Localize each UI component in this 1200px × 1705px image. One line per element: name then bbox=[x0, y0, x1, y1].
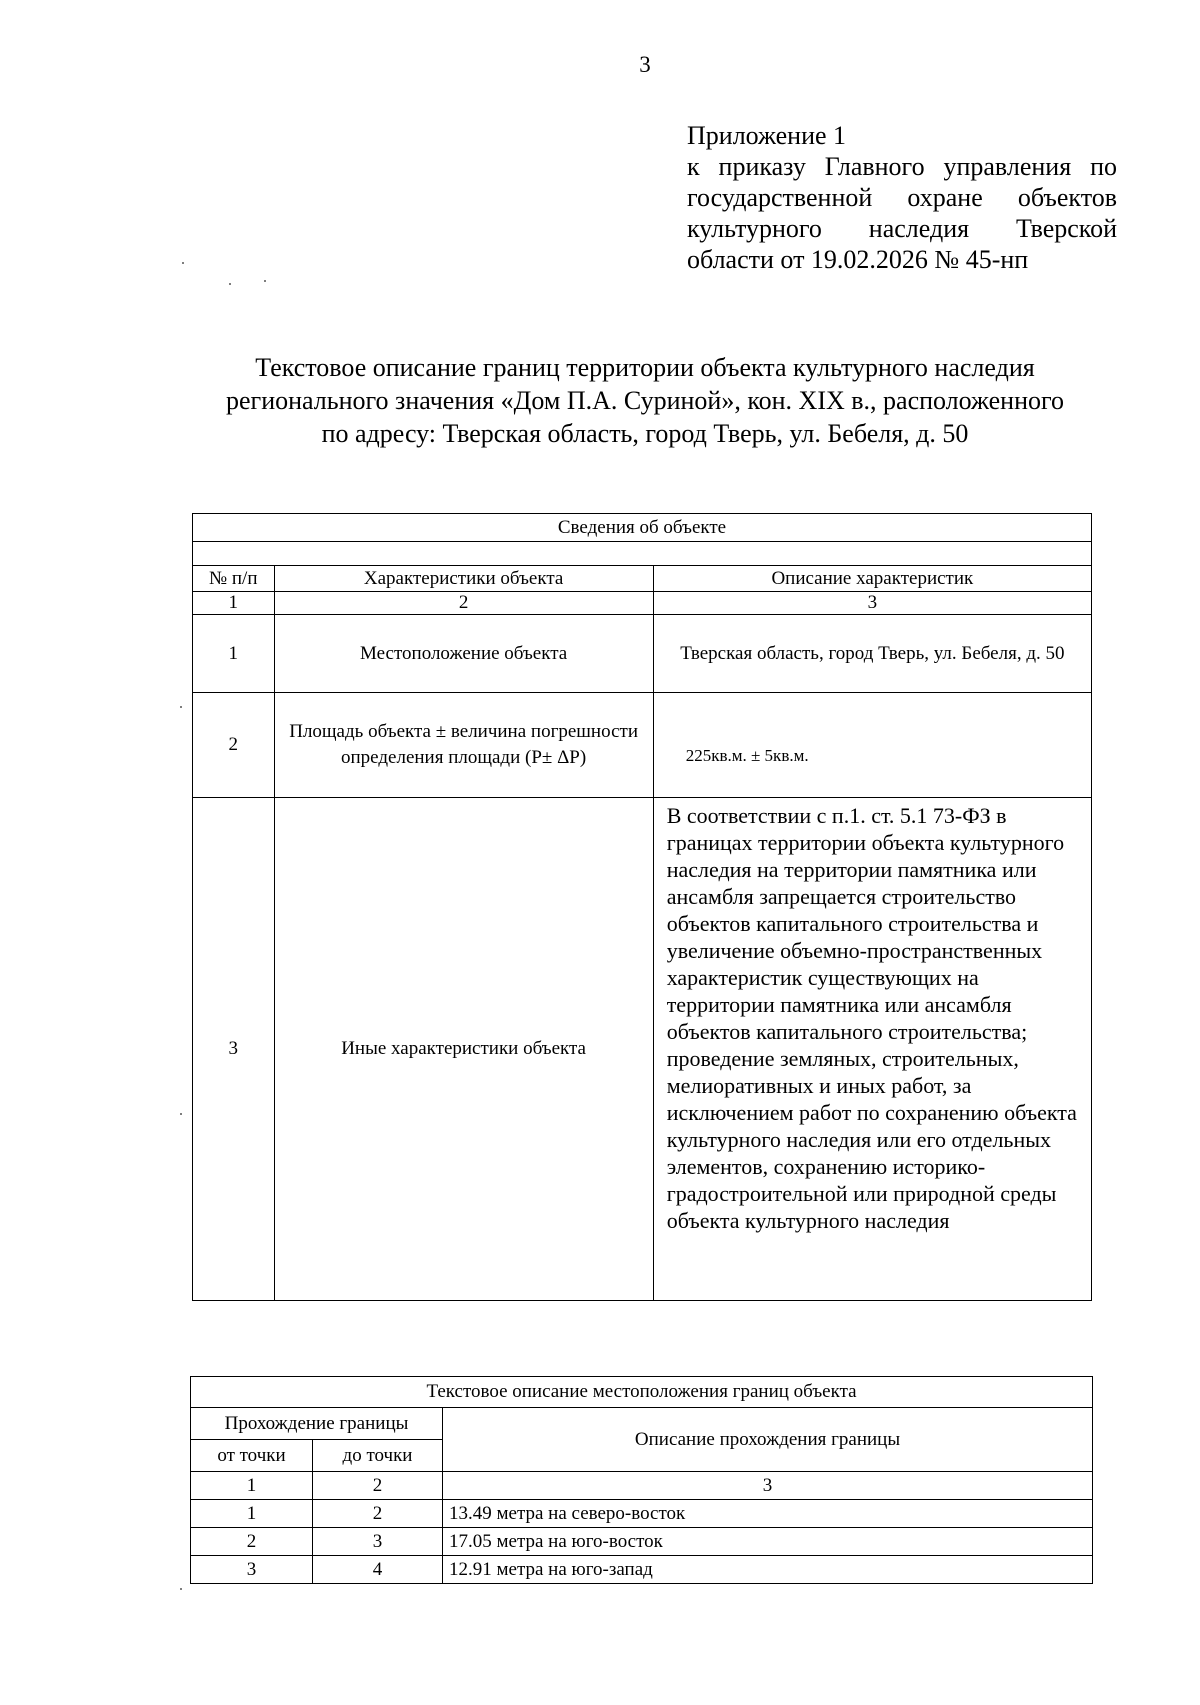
column-number: 2 bbox=[313, 1472, 443, 1500]
appendix-line: области от 19.02.2026 № 45-нп bbox=[687, 245, 1029, 274]
from-point: 1 bbox=[191, 1500, 313, 1528]
table-header-row bbox=[191, 1408, 1093, 1440]
row-number: 2 bbox=[193, 693, 275, 798]
column-header: Описание прохождения границы bbox=[443, 1408, 1093, 1472]
table-row bbox=[193, 798, 1092, 1301]
column-number: 1 bbox=[191, 1472, 313, 1500]
scan-speck bbox=[182, 262, 184, 264]
appendix-header bbox=[687, 120, 1117, 275]
table-caption-row bbox=[193, 514, 1092, 542]
to-point: 4 bbox=[313, 1556, 443, 1584]
to-point: 3 bbox=[313, 1528, 443, 1556]
boundary-description: 13.49 метра на северо-восток bbox=[443, 1500, 1093, 1528]
table-row bbox=[191, 1528, 1093, 1556]
scan-speck bbox=[180, 1113, 182, 1115]
table-header-row bbox=[193, 566, 1092, 592]
document-title-line: регионального значения «Дом П.А. Суриной», кон. XIX в., расположенного bbox=[225, 386, 1065, 415]
row-number: 3 bbox=[193, 798, 275, 1301]
document-title-line: по адресу: Тверская область, город Тверь, ул. Бебеля, д. 50 bbox=[321, 419, 969, 448]
column-number: 3 bbox=[653, 592, 1091, 615]
row-description: 225кв.м. ± 5кв.м. bbox=[653, 693, 1091, 798]
column-number-row bbox=[193, 592, 1092, 615]
table-row bbox=[193, 693, 1092, 798]
table-row bbox=[193, 615, 1092, 693]
to-point: 2 bbox=[313, 1500, 443, 1528]
appendix-line: к приказу Главного управления по bbox=[687, 152, 1117, 181]
row-number: 1 bbox=[193, 615, 275, 693]
scan-speck bbox=[180, 1588, 182, 1590]
row-characteristic: Иные характеристики объекта bbox=[274, 798, 653, 1301]
document-title bbox=[150, 351, 1140, 450]
column-number: 2 bbox=[274, 592, 653, 615]
column-header: до точки bbox=[313, 1440, 443, 1472]
column-group-header: Прохождение границы bbox=[191, 1408, 443, 1440]
table-spacer-row bbox=[193, 542, 1092, 566]
scan-speck bbox=[180, 706, 182, 708]
row-description: Тверская область, город Тверь, ул. Бебеля, д. 50 bbox=[653, 615, 1091, 693]
row-characteristic: Площадь объекта ± величина погрешности определения площади (P± ΔP) bbox=[274, 693, 653, 798]
column-header: от точки bbox=[191, 1440, 313, 1472]
appendix-line: культурного наследия Тверской bbox=[687, 214, 1117, 243]
from-point: 2 bbox=[191, 1528, 313, 1556]
column-header: Характеристики объекта bbox=[274, 566, 653, 592]
appendix-title: Приложение 1 bbox=[687, 121, 847, 150]
table-row bbox=[191, 1556, 1093, 1584]
column-header: Описание характеристик bbox=[653, 566, 1091, 592]
column-number: 1 bbox=[193, 592, 275, 615]
object-info-table bbox=[192, 513, 1092, 1301]
column-number-row bbox=[191, 1472, 1093, 1500]
table-caption: Сведения об объекте bbox=[193, 514, 1092, 542]
table-row bbox=[191, 1500, 1093, 1528]
row-characteristic: Местоположение объекта bbox=[274, 615, 653, 693]
table-caption-row bbox=[191, 1377, 1093, 1408]
column-header: № п/п bbox=[193, 566, 275, 592]
document-title-line: Текстовое описание границ территории объекта культурного наследия bbox=[255, 353, 1035, 382]
appendix-line: государственной охране объектов bbox=[687, 183, 1117, 212]
row-description: В соответствии с п.1. ст. 5.1 73-ФЗ в границах территории объекта культурного наследия на территории памятника или ансамбля запрещается строительство объектов капитального строительства и увеличение объемно-пространственных характеристик существующих на территории памятника или ансамбля объектов капитального строительства; проведение земляных, строительных, мелиоративных и иных работ, за исключением работ по сохранению объекта культурного наследия или его отдельных элементов, сохранению историко-градостроительной или природной среды объекта культурного наследия bbox=[653, 798, 1091, 1301]
boundary-description: 17.05 метра на юго-восток bbox=[443, 1528, 1093, 1556]
page-number: 3 bbox=[639, 52, 651, 77]
boundary-table bbox=[190, 1376, 1093, 1584]
table-spacer-cell bbox=[193, 542, 1092, 566]
table-caption: Текстовое описание местоположения границ объекта bbox=[191, 1377, 1093, 1408]
from-point: 3 bbox=[191, 1556, 313, 1584]
scan-speck bbox=[264, 280, 266, 282]
boundary-description: 12.91 метра на юго-запад bbox=[443, 1556, 1093, 1584]
column-number: 3 bbox=[443, 1472, 1093, 1500]
scan-speck bbox=[229, 283, 231, 285]
